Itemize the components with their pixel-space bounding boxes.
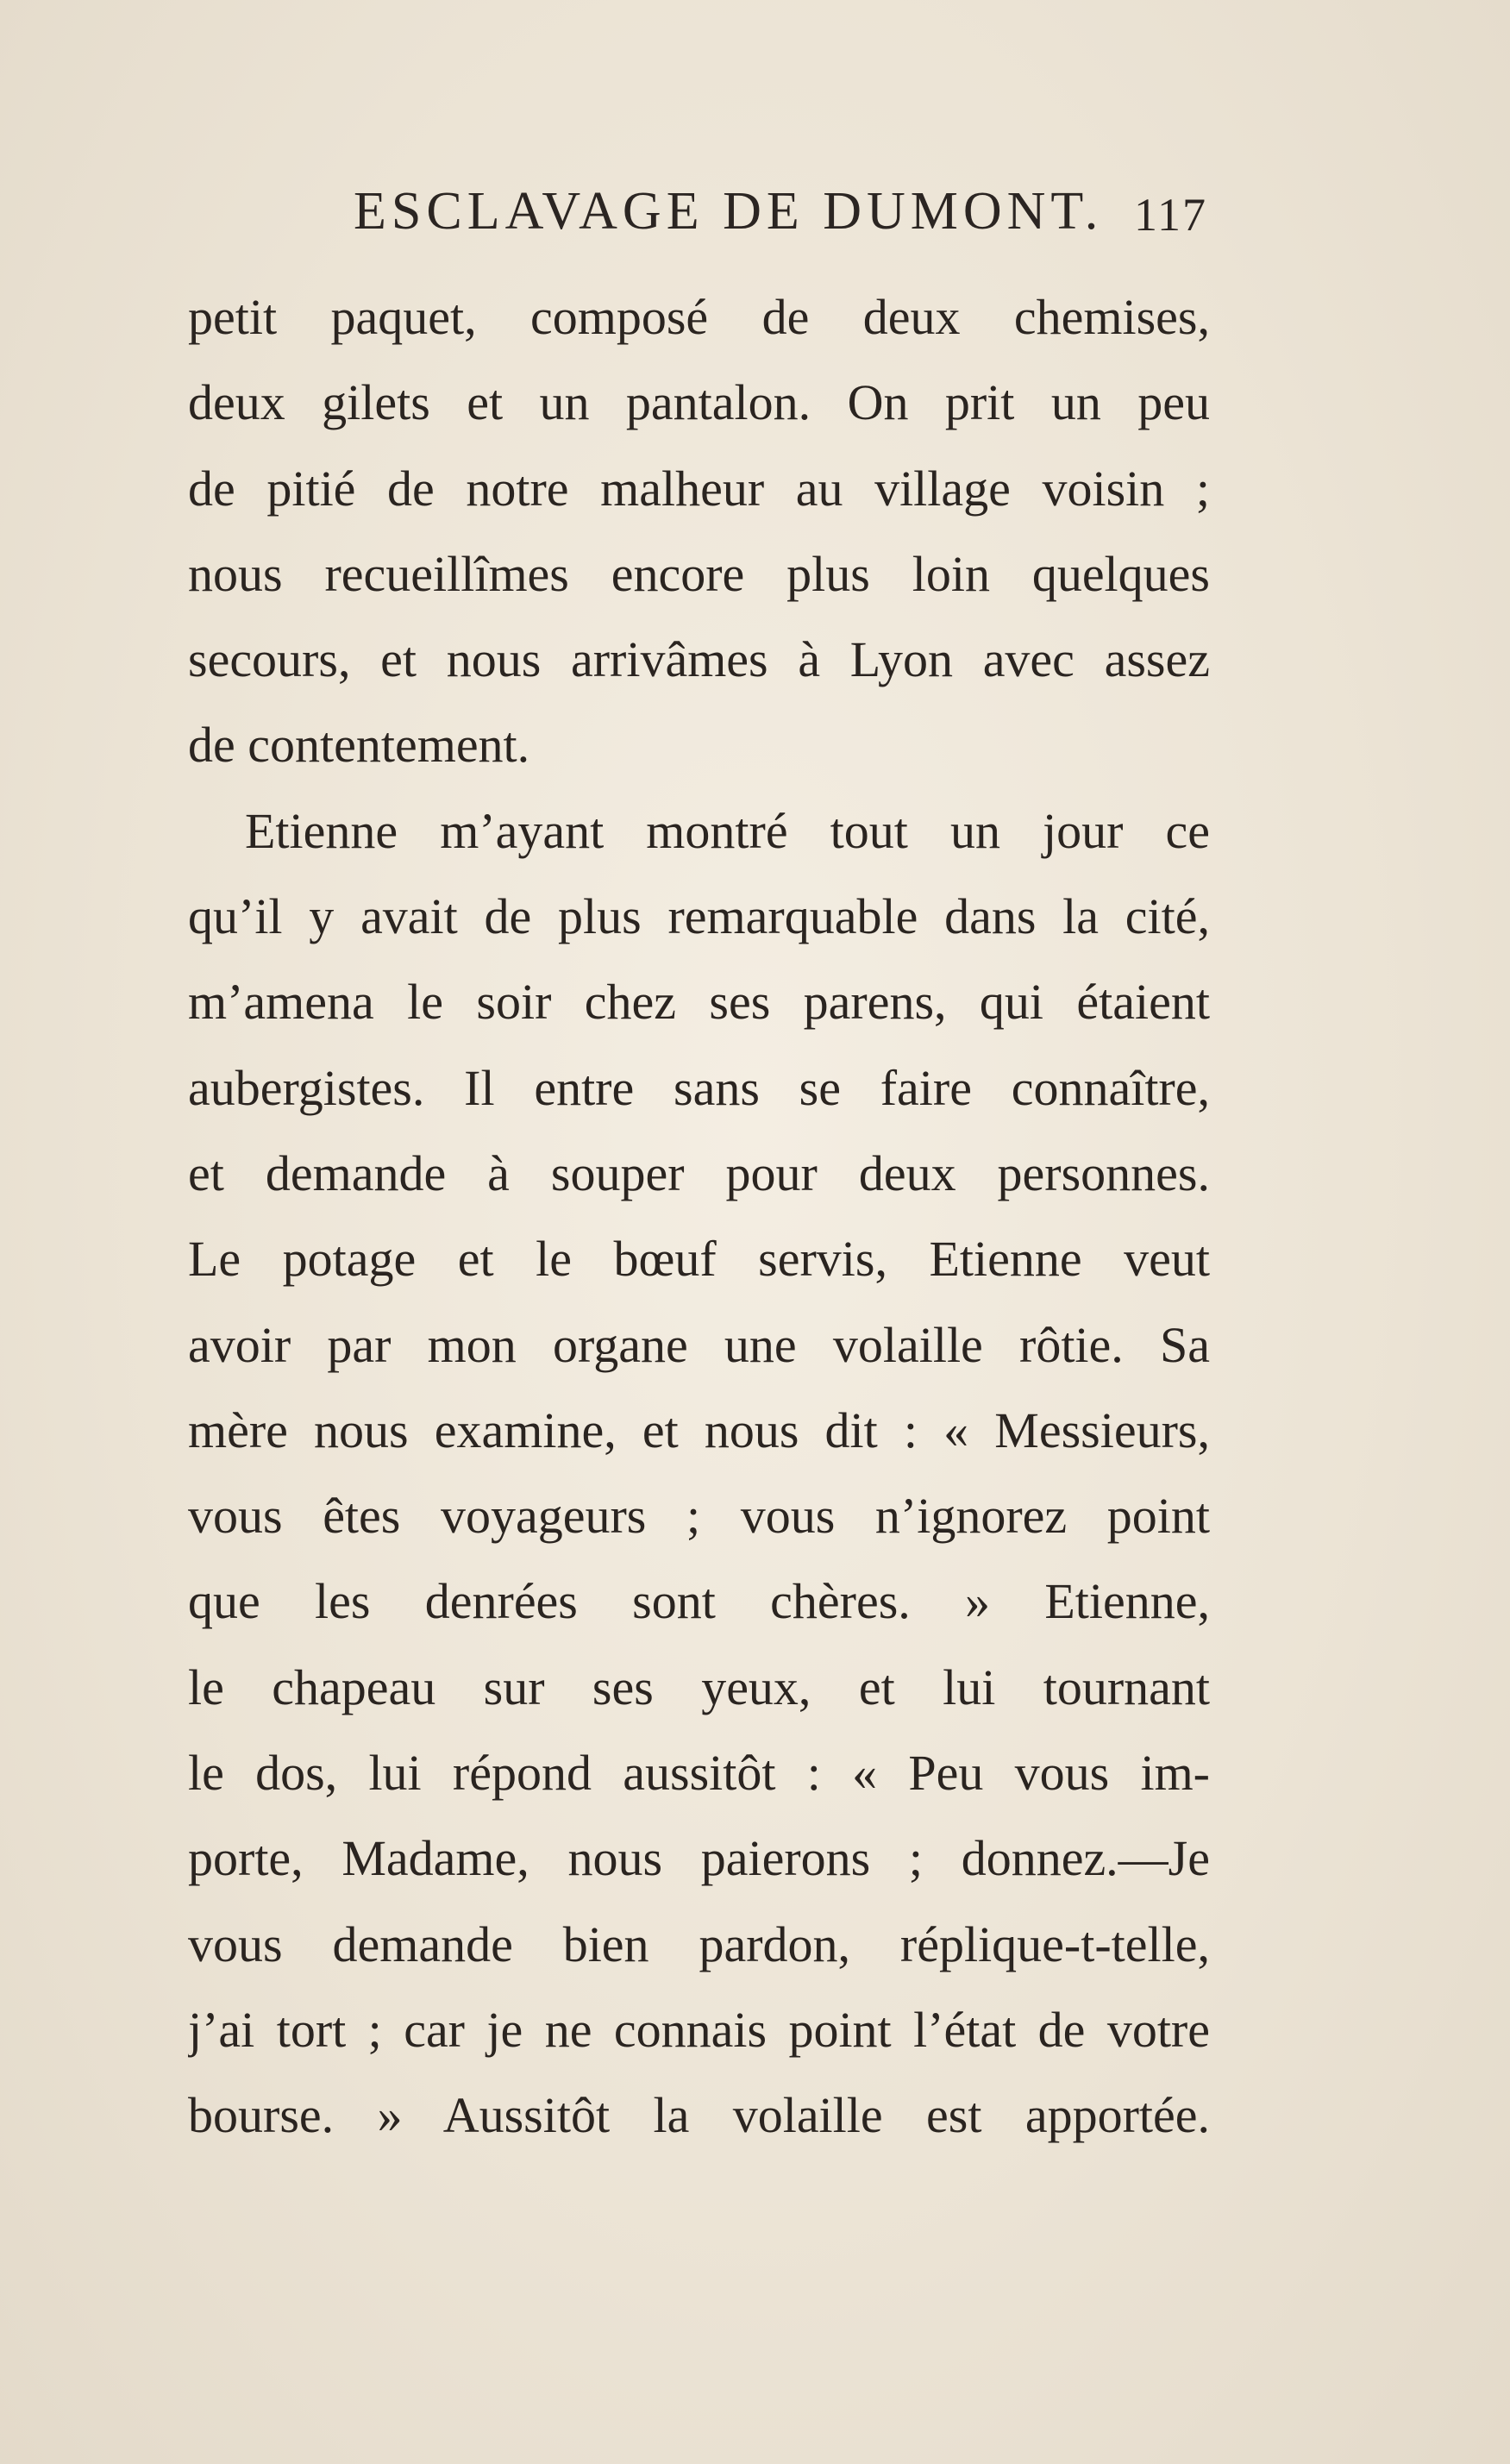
text-line: qu’il y avait de plus remarquable dans la cité, [188,888,1210,945]
text-line: porte, Madame, nous paierons ; donnez.—Je [188,1830,1210,1887]
text-line: j’ai tort ; car je ne connais point l’état de votre [188,2001,1210,2058]
text-line: de contentement. [188,717,530,774]
text-line: le dos, lui répond aussitôt : « Peu vous im- [188,1745,1210,1802]
paragraph-start-line: Etienne m’ayant montré tout un jour ce [245,802,1210,859]
text-line: mère nous examine, et nous dit : « Messieurs, [188,1401,1210,1458]
text-line: que les denrées sont chères. » Etienne, [188,1573,1210,1630]
text-line: deux gilets et un pantalon. On prit un peu [188,374,1210,431]
text-line: aubergistes. Il entre sans se faire connaître, [188,1059,1210,1116]
text-line: le chapeau sur ses yeux, et lui tournant [188,1658,1210,1715]
text-line: secours, et nous arrivâmes à Lyon avec assez [188,631,1210,688]
text-line: de pitié de notre malheur au village voisin ; [188,460,1210,517]
text-line: vous êtes voyageurs ; vous n’ignorez point [188,1488,1210,1545]
body-text [188,274,1210,2159]
text-line: petit paquet, composé de deux chemises, [188,289,1210,345]
running-title: ESCLAVAGE DE DUMONT. [354,182,1104,241]
text-line: m’amena le soir chez ses parens, qui étaient [188,974,1210,1031]
page-number: 117 [1134,189,1207,241]
text-line: vous demande bien pardon, réplique-t-telle, [188,1915,1210,1972]
text-line: bourse. » Aussitôt la volaille est apportée. [188,2087,1210,2144]
running-head [354,177,1207,246]
text-line: avoir par mon organe une volaille rôtie. Sa [188,1316,1210,1373]
text-line: nous recueillîmes encore plus loin quelques [188,545,1210,602]
text-line: et demande à souper pour deux personnes. [188,1144,1210,1201]
text-line: Le potage et le bœuf servis, Etienne veut [188,1231,1210,1288]
